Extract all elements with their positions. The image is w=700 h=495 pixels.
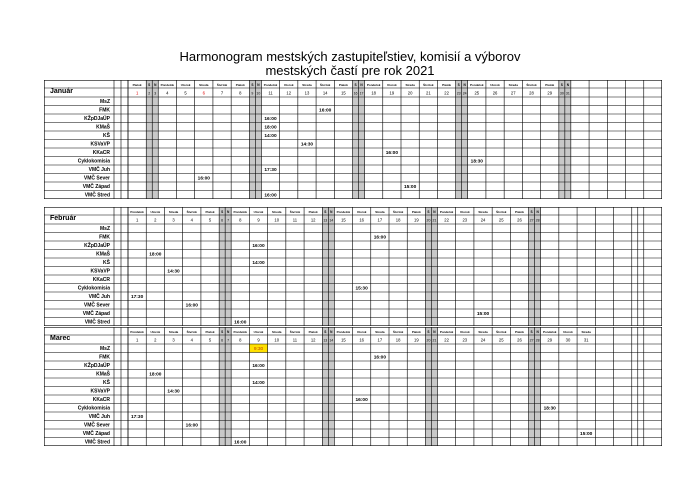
day-number: 5 — [184, 90, 187, 96]
weekday-label: N — [433, 209, 436, 214]
day-number: 9 — [251, 91, 254, 96]
day-number: 2 — [154, 337, 157, 343]
weekday-label: Streda — [405, 82, 415, 87]
day-number: 18 — [395, 337, 401, 343]
row-label-kkacr: KKaCR — [92, 277, 110, 283]
weekday-label: Piatok — [338, 82, 348, 87]
weekday-label: Streda — [478, 329, 488, 334]
day-number: 8 — [239, 90, 242, 96]
row-label-kzpdjaup: KŽpDJaÚP — [84, 243, 110, 249]
day-number: 1 — [135, 337, 139, 343]
row-label-vmc-sever: VMČ Sever — [83, 422, 110, 429]
day-number: 10 — [256, 91, 261, 96]
document-title: Harmonogram mestských zastupiteľstiev, komisií a výborov — [179, 49, 521, 64]
day-number: 19 — [414, 217, 419, 223]
row-label-kkacr: KKaCR — [92, 150, 110, 156]
event-time: 14:00 — [264, 134, 277, 139]
event-time: 14:30 — [167, 389, 180, 395]
event-time: 14:30 — [300, 142, 314, 148]
document-subtitle: mestských častí pre rok 2021 — [265, 63, 435, 78]
day-number: 1 — [135, 90, 139, 96]
weekday-label: Piatok — [545, 82, 555, 87]
weekday-label: Piatok — [205, 329, 215, 334]
weekday-label: Piatok — [442, 82, 452, 87]
weekday-label: Streda — [168, 209, 179, 214]
event-time: 17:30 — [130, 295, 144, 300]
day-number: 16 — [353, 91, 358, 96]
weekday-label: Utorok — [150, 329, 161, 334]
weekday-label: Pondelok — [470, 82, 484, 87]
event-time: 16:00 — [252, 244, 265, 249]
row-label-kmas: KMaŠ — [96, 251, 110, 258]
day-number: 15 — [341, 90, 346, 96]
row-label-vmc-zapad: VMČ Západ — [82, 184, 110, 190]
day-number: 2 — [154, 217, 157, 223]
weekday-label: Pondelok — [336, 329, 351, 334]
row-label-ks: KŠ — [103, 380, 110, 386]
event-time: 18:00 — [149, 252, 162, 258]
weekday-label: Štvrtok — [289, 209, 301, 214]
weekday-label: Piatok — [308, 209, 318, 214]
weekday-label: Piatok — [132, 82, 142, 87]
day-number: 11 — [292, 217, 298, 223]
day-number: 25 — [498, 217, 504, 223]
day-number: 13 — [304, 90, 310, 96]
weekday-label: N — [257, 82, 260, 87]
weekday-label: Pondelok — [160, 82, 175, 87]
month-table-februar — [44, 207, 664, 327]
day-number: 16 — [359, 217, 364, 223]
event-time: 18:30 — [543, 406, 556, 412]
weekday-label: N — [330, 209, 333, 214]
event-time: 16:00 — [373, 235, 387, 241]
day-number: 25 — [474, 90, 480, 96]
weekday-label: N — [154, 82, 157, 87]
weekday-label: Štvrtok — [423, 82, 434, 87]
day-number: 12 — [310, 217, 316, 223]
weekday-label: Štvrtok — [392, 329, 404, 334]
day-number: 29 — [547, 337, 553, 343]
day-number: 7 — [227, 218, 230, 223]
row-label-vmc-sever: VMČ Sever — [83, 302, 110, 309]
day-number: 15 — [341, 217, 346, 223]
day-number: 26 — [517, 217, 522, 223]
weekday-label: Utorok — [459, 209, 470, 214]
event-time: 16:00 — [252, 364, 265, 369]
row-label-vmc-zapad: VMČ Západ — [82, 311, 110, 317]
weekday-label: S — [530, 329, 533, 334]
weekday-label: Streda — [302, 82, 312, 87]
weekday-label: Utorok — [459, 329, 470, 334]
weekday-label: Piatok — [205, 209, 215, 214]
weekday-label: S — [427, 329, 430, 334]
day-number: 4 — [190, 337, 193, 343]
day-number: 30 — [559, 91, 564, 96]
weekday-label: Štvrtok — [320, 82, 331, 87]
day-number: 4 — [190, 217, 193, 223]
day-number: 11 — [292, 337, 298, 343]
weekday-label: Pondelok — [439, 329, 454, 334]
day-number: 3 — [172, 217, 175, 223]
weekday-label: S — [324, 209, 327, 214]
day-number: 8 — [239, 337, 242, 343]
event-time: 16:00 — [197, 176, 210, 182]
weekday-label: Utorok — [180, 82, 191, 87]
day-number: 9 — [257, 337, 260, 343]
day-number: 13 — [323, 218, 328, 223]
weekday-label: Utorok — [387, 82, 397, 87]
weekday-label: Pondelok — [542, 329, 557, 334]
weekday-label: N — [536, 209, 539, 214]
day-number: 23 — [456, 91, 461, 96]
row-label-msz: MsZ — [100, 99, 110, 105]
weekday-label: S — [221, 209, 224, 214]
weekday-label: Streda — [168, 329, 179, 334]
weekday-label: S — [530, 209, 533, 214]
day-number: 6 — [221, 218, 224, 223]
day-number: 17 — [359, 91, 364, 96]
day-number: 31 — [583, 337, 589, 343]
row-label-kkacr: KKaCR — [92, 397, 110, 403]
weekday-label: Utorok — [356, 209, 367, 214]
day-number: 21 — [432, 338, 437, 343]
row-label-ks: KŠ — [103, 133, 110, 139]
weekday-label: S — [221, 329, 224, 334]
day-number: 27 — [529, 338, 534, 343]
weekday-label: Streda — [581, 329, 591, 334]
weekday-label: S — [251, 82, 254, 87]
day-number: 7 — [227, 338, 230, 343]
table-grid — [44, 207, 662, 326]
event-time: 15:00 — [580, 432, 593, 437]
day-number: 18 — [371, 90, 376, 96]
weekday-label: Utorok — [150, 209, 161, 214]
weekday-label: Štvrtok — [186, 209, 197, 214]
day-number: 26 — [517, 337, 522, 343]
weekday-label: N — [463, 82, 466, 87]
table-grid — [44, 327, 662, 446]
weekday-label: S — [148, 82, 151, 87]
weekday-label: N — [566, 82, 570, 87]
day-number: 27 — [529, 218, 534, 223]
weekday-label: Utorok — [253, 209, 264, 214]
weekday-label: Pondelok — [233, 209, 248, 214]
day-number: 22 — [444, 337, 449, 343]
weekday-label: N — [360, 82, 363, 87]
day-number: 6 — [221, 338, 224, 343]
weekday-label: N — [330, 329, 333, 334]
row-label-cyklokomisia: Cyklokomisia — [77, 158, 110, 165]
day-number: 16 — [359, 337, 364, 343]
weekday-label: Streda — [272, 329, 282, 334]
month-table-januar — [44, 80, 664, 200]
row-label-kmas: KMaŠ — [96, 371, 110, 378]
day-number: 26 — [492, 90, 498, 96]
month-name: Marec — [50, 335, 71, 342]
weekday-label: Piatok — [411, 329, 421, 334]
weekday-label: Pondelok — [439, 209, 454, 214]
day-number: 30 — [565, 337, 571, 343]
row-label-cyklokomisia: Cyklokomisia — [77, 405, 110, 412]
weekday-label: Piatok — [514, 329, 525, 334]
row-label-ksvavp: KSVaVP — [90, 388, 110, 395]
day-number: 23 — [462, 337, 468, 343]
weekday-label: Pondelok — [130, 329, 144, 334]
weekday-label: Piatok — [235, 82, 245, 87]
row-label-vmc-zapad: VMČ Západ — [82, 431, 110, 437]
day-number: 8 — [239, 217, 242, 223]
month-name: Január — [50, 88, 73, 95]
day-number: 31 — [565, 91, 570, 96]
day-number: 10 — [274, 337, 280, 343]
day-number: 13 — [323, 338, 328, 343]
event-time: 16:00 — [234, 440, 247, 446]
weekday-label: Utorok — [253, 329, 264, 334]
day-number: 20 — [426, 218, 431, 223]
event-time: 16:00 — [373, 355, 387, 361]
weekday-label: N — [433, 329, 436, 334]
day-number: 23 — [462, 217, 468, 223]
row-label-kmas: KMaŠ — [96, 124, 110, 131]
event-time: 14:30 — [167, 269, 180, 275]
day-number: 25 — [498, 337, 504, 343]
row-label-fmk: FMK — [99, 234, 110, 241]
weekday-label: Piatok — [514, 209, 525, 214]
event-time: 16:00 — [185, 423, 198, 429]
weekday-label: Streda — [508, 82, 518, 87]
day-number: 28 — [529, 90, 534, 96]
weekday-label: Utorok — [356, 329, 367, 334]
row-label-vmc-sever: VMČ Sever — [83, 175, 110, 182]
weekday-label: N — [536, 329, 539, 334]
event-time: 16:00 — [264, 117, 277, 122]
weekday-label: Streda — [272, 209, 282, 214]
day-number: 24 — [480, 217, 486, 223]
weekday-label: Streda — [375, 329, 385, 334]
weekday-label: Utorok — [283, 82, 294, 87]
day-number: 22 — [444, 217, 449, 223]
weekday-label: Pondelok — [336, 209, 351, 214]
weekday-label: S — [560, 82, 563, 87]
row-label-vmc-juh: VMČ Juh — [88, 414, 110, 420]
day-number: 21 — [432, 218, 437, 223]
weekday-label: Štvrtok — [186, 329, 197, 334]
weekday-label: N — [226, 329, 230, 334]
event-time: 17:30 — [264, 168, 277, 173]
weekday-label: S — [324, 329, 327, 334]
day-number: 5 — [208, 217, 212, 223]
day-number: 7 — [220, 90, 224, 96]
row-label-fmk: FMK — [99, 107, 110, 114]
day-number: 29 — [547, 90, 553, 96]
day-number: 20 — [407, 90, 413, 96]
event-time: 16:00 — [355, 398, 368, 403]
day-number: 6 — [202, 90, 205, 96]
row-label-vmc-stred: VMČ Stred — [84, 319, 110, 326]
event-time: 14:00 — [252, 381, 265, 386]
event-time: 18:00 — [264, 125, 277, 131]
day-number: 18 — [395, 217, 401, 223]
month-table-marec — [44, 327, 664, 447]
weekday-label: Streda — [199, 82, 209, 87]
row-label-ksvavp: KSVaVP — [90, 141, 110, 148]
weekday-label: Štvrtok — [496, 329, 507, 334]
weekday-label: Utorok — [490, 82, 500, 87]
event-time: 18:00 — [149, 372, 162, 378]
event-time: 16:00 — [385, 151, 399, 156]
event-time: 16:00 — [264, 193, 277, 199]
weekday-label: Štvrtok — [289, 329, 301, 334]
row-label-msz: MsZ — [100, 346, 110, 352]
weekday-label: Pondelok — [130, 209, 144, 214]
event-time: 15:30 — [355, 286, 368, 292]
event-time: 16:00 — [319, 108, 332, 114]
day-number: 19 — [389, 90, 395, 96]
day-number: 1 — [135, 217, 139, 223]
day-number: 3 — [172, 337, 175, 343]
day-number: 22 — [444, 90, 449, 96]
weekday-label: Štvrtok — [392, 209, 404, 214]
day-number: 19 — [414, 337, 419, 343]
row-label-cyklokomisia: Cyklokomisia — [77, 285, 110, 292]
weekday-label: Pondelok — [263, 82, 278, 87]
weekday-label: Štvrtok — [526, 82, 537, 87]
day-number: 24 — [462, 91, 467, 96]
day-number: 17 — [377, 337, 383, 343]
weekday-label: S — [354, 82, 357, 87]
row-label-vmc-juh: VMČ Juh — [88, 167, 110, 173]
day-number: 28 — [535, 338, 540, 343]
weekday-label: N — [226, 209, 230, 214]
day-number: 20 — [426, 338, 431, 343]
event-time: 15:00 — [403, 185, 417, 190]
day-number: 11 — [268, 90, 273, 96]
day-number: 12 — [286, 90, 292, 96]
month-name: Február — [50, 215, 77, 222]
event-time: 18:30 — [470, 159, 483, 165]
weekday-label: Pondelok — [233, 329, 248, 334]
row-label-fmk: FMK — [99, 354, 110, 361]
weekday-label: Piatok — [308, 329, 318, 334]
weekday-label: Streda — [375, 209, 385, 214]
day-number: 2 — [148, 91, 151, 96]
event-time: 15:00 — [476, 312, 490, 317]
day-number: 14 — [322, 90, 328, 96]
day-number: 27 — [510, 90, 516, 96]
row-label-vmc-juh: VMČ Juh — [88, 294, 110, 300]
weekday-label: Pondelok — [366, 82, 381, 87]
day-number: 14 — [329, 338, 334, 343]
row-label-vmc-stred: VMČ Stred — [84, 192, 110, 199]
row-label-vmc-stred: VMČ Stred — [84, 439, 110, 446]
row-label-msz: MsZ — [100, 226, 110, 232]
day-number: 21 — [426, 90, 431, 96]
row-label-ks: KŠ — [103, 260, 110, 266]
day-number: 9 — [257, 217, 260, 223]
day-number: 4 — [166, 90, 169, 96]
row-label-kzpdjaup: KŽpDJaÚP — [84, 363, 110, 369]
weekday-label: S — [457, 82, 460, 87]
weekday-label: Utorok — [563, 329, 573, 334]
weekday-label: Piatok — [411, 209, 421, 214]
day-number: 17 — [377, 217, 383, 223]
day-number: 15 — [341, 337, 346, 343]
weekday-label: Štvrtok — [216, 82, 228, 87]
event-time: 16:00 — [234, 320, 247, 326]
event-time: 14:00 — [252, 261, 265, 266]
event-time: 9:30 — [253, 347, 264, 352]
weekday-label: S — [427, 209, 430, 214]
event-time: 17:30 — [130, 415, 144, 420]
day-number: 28 — [535, 218, 540, 223]
event-time: 16:00 — [185, 303, 198, 309]
day-number: 12 — [310, 337, 316, 343]
day-number: 24 — [480, 337, 486, 343]
day-number: 5 — [208, 337, 212, 343]
weekday-label: Streda — [478, 209, 488, 214]
row-label-kzpdjaup: KŽpDJaÚP — [84, 116, 110, 122]
row-label-ksvavp: KSVaVP — [90, 268, 110, 275]
weekday-label: Štvrtok — [496, 209, 507, 214]
day-number: 14 — [329, 218, 334, 223]
day-number: 3 — [154, 91, 157, 96]
day-number: 10 — [274, 217, 280, 223]
